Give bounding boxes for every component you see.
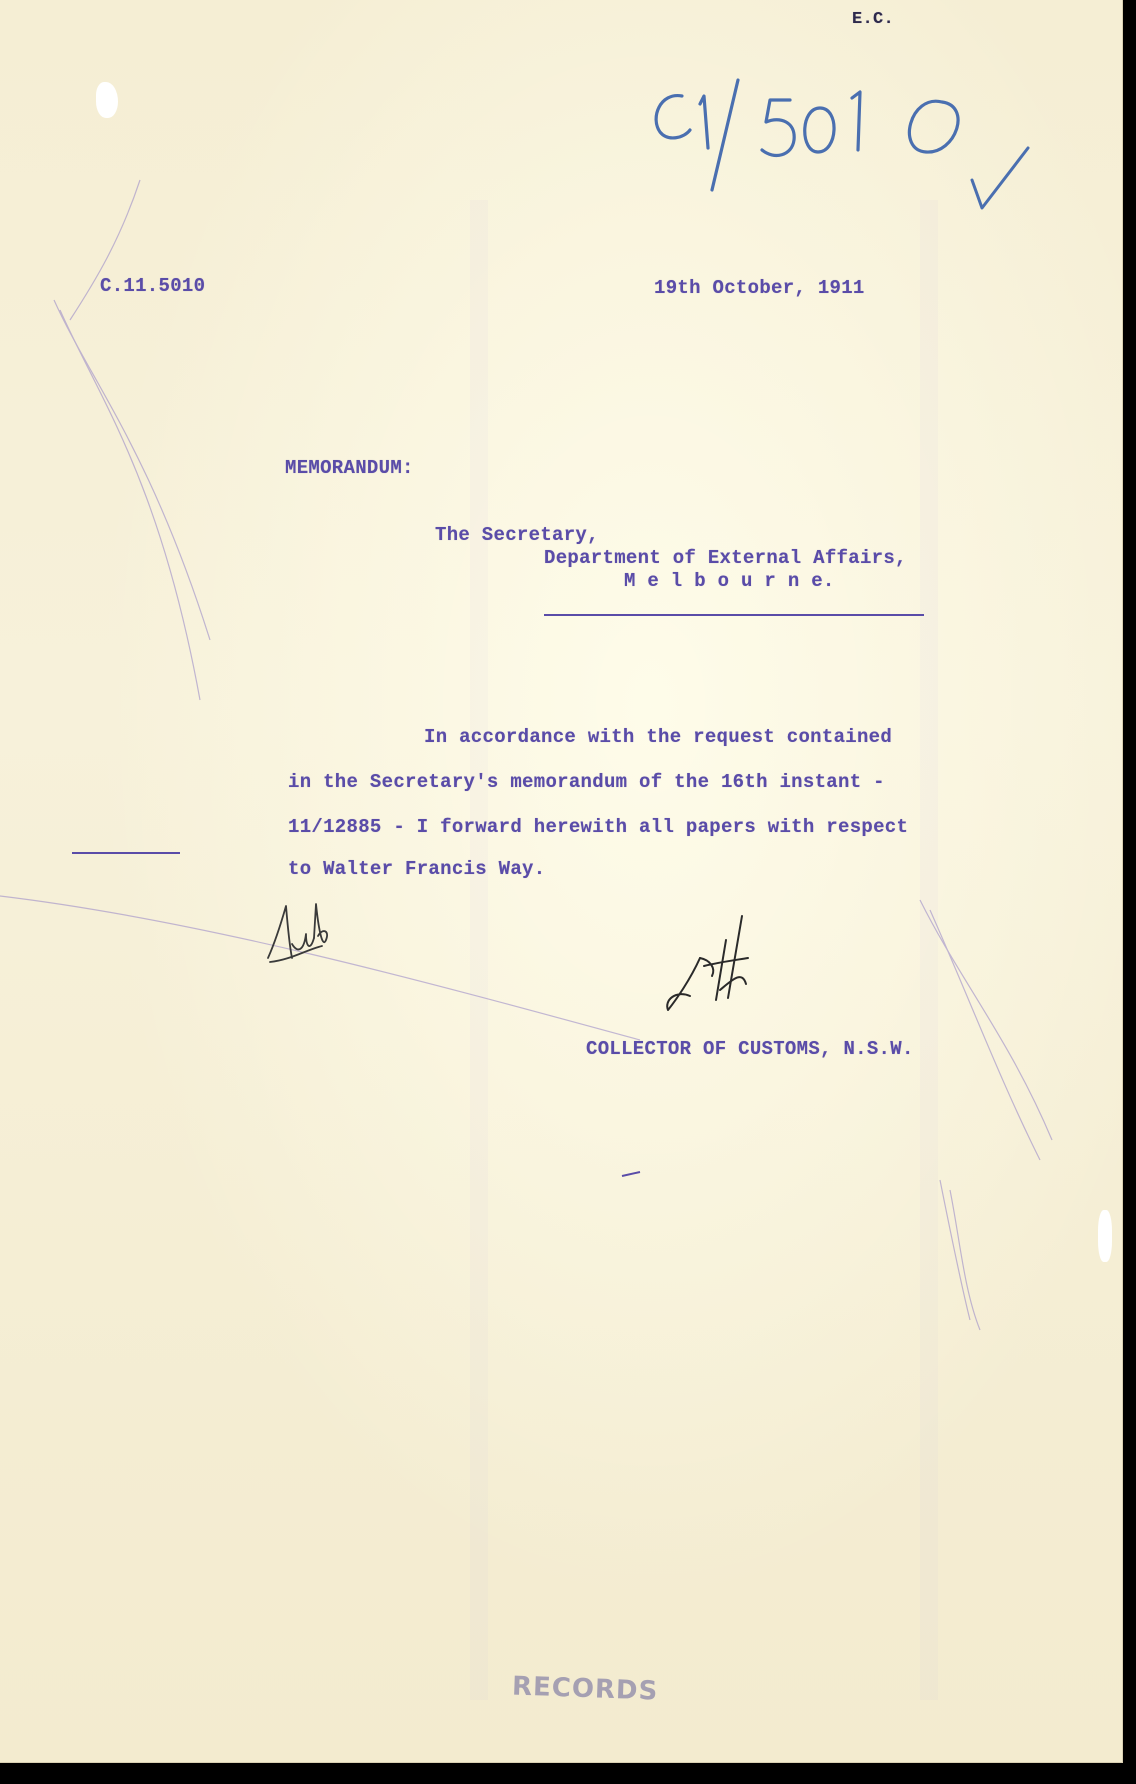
body-line-2: in the Secretary's memorandum of the 16th instant - — [288, 771, 885, 793]
paper-fold-band — [470, 200, 488, 1700]
paper-tear — [1098, 1210, 1112, 1262]
addressee-line-3: M e l b o u r n e. — [624, 570, 835, 592]
signatory-title: COLLECTOR OF CUSTOMS, N.S.W. — [586, 1038, 914, 1060]
body-line-4: to Walter Francis Way. — [288, 858, 546, 880]
body-line-3: 11/12885 - I forward herewith all papers with respect — [288, 816, 909, 838]
margin-rule — [72, 852, 180, 854]
addressee-line-1: The Secretary, — [435, 524, 599, 546]
document-date: 19th October, 1911 — [654, 277, 865, 299]
body-line-1: In accordance with the request contained — [424, 726, 893, 748]
records-stamp: RECORDS — [511, 1671, 659, 1707]
file-reference: C.11.5010 — [100, 275, 206, 297]
memo-heading: MEMORANDUM: — [285, 457, 414, 479]
paper-tear — [96, 82, 118, 118]
paper-fold-band — [920, 200, 938, 1700]
header-mark: E.C. — [852, 10, 895, 29]
addressee-line-2: Department of External Affairs, — [544, 547, 907, 569]
addressee-underline — [544, 614, 924, 616]
